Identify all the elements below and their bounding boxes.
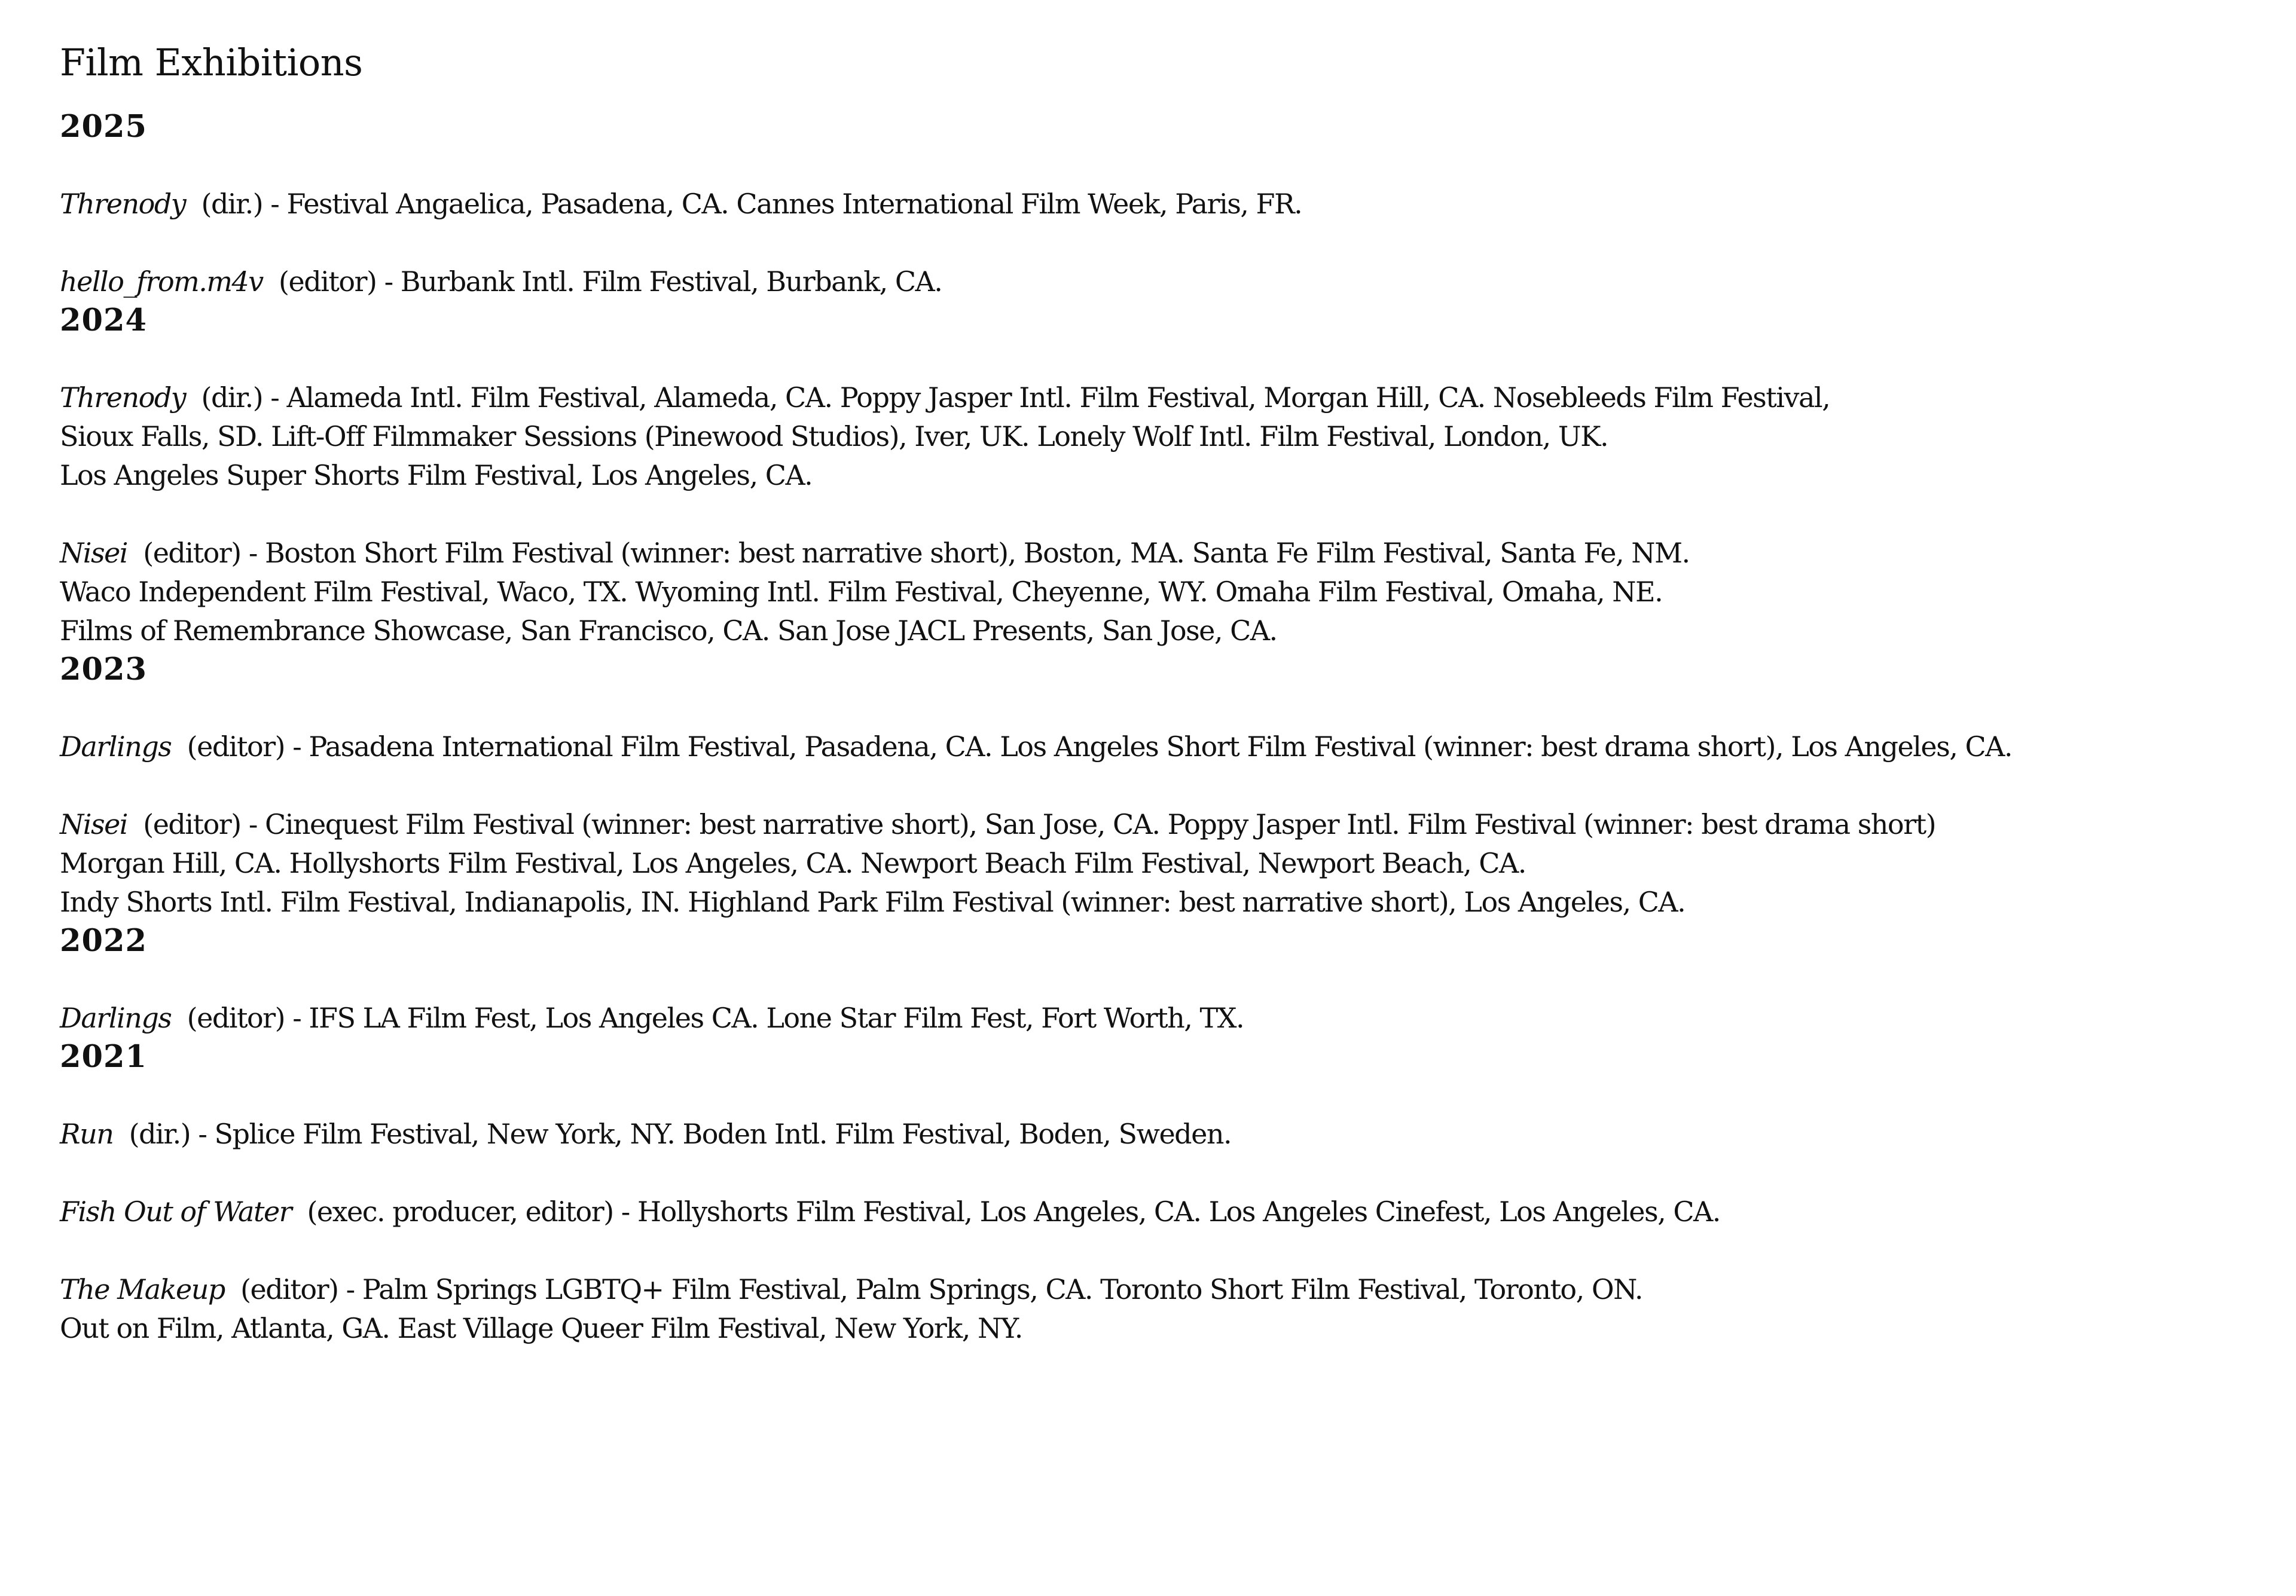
entry-line xyxy=(60,262,2272,301)
film-exhibitions-page xyxy=(60,36,2272,1348)
entry-line xyxy=(60,1309,2272,1348)
film-title: Threnody xyxy=(60,381,186,414)
entry-line xyxy=(60,573,2272,612)
entry-line xyxy=(60,1193,2272,1231)
exhibition-entry xyxy=(60,1115,2272,1154)
exhibition-entry xyxy=(60,727,2272,766)
festival-list-text: Boston Short Film Festival (winner: best narrative short), Boston, MA. Santa Fe Film Festival, Santa Fe, NM. xyxy=(265,537,1690,569)
film-title: Nisei xyxy=(60,537,128,569)
entry-line xyxy=(60,999,2272,1038)
entry-line xyxy=(60,844,2272,883)
film-title: Darlings xyxy=(60,1002,172,1034)
entry-line xyxy=(60,456,2272,495)
festival-list-text: Sioux Falls, SD. Lift-Off Filmmaker Sessions (Pinewood Studios), Iver, UK. Lonely Wolf Intl. Film Festival, London, UK. xyxy=(60,420,1608,452)
exhibition-entry xyxy=(60,999,2272,1038)
exhibition-entry xyxy=(60,185,2272,224)
festival-list-text: Burbank Intl. Film Festival, Burbank, CA. xyxy=(400,265,942,298)
film-title: Fish Out of Water xyxy=(60,1196,292,1228)
film-role: (editor) - xyxy=(143,537,257,569)
exhibition-entry xyxy=(60,1193,2272,1231)
entry-line xyxy=(60,727,2272,766)
entry-line xyxy=(60,612,2272,650)
exhibition-entry xyxy=(60,1270,2272,1348)
festival-list-text: Los Angeles Super Shorts Film Festival, Los Angeles, CA. xyxy=(60,459,813,491)
film-role: (editor) - xyxy=(187,730,301,763)
page-title: Film Exhibitions xyxy=(60,41,363,84)
year-section xyxy=(60,922,2272,1038)
film-role: (dir.) - xyxy=(201,381,279,414)
festival-list-text: Alameda Intl. Film Festival, Alameda, CA. Poppy Jasper Intl. Film Festival, Morgan Hill, CA. Nosebleeds Film Festival, xyxy=(286,381,1830,414)
entry-line xyxy=(60,378,2272,417)
entry-line xyxy=(60,805,2272,844)
festival-list-text: Indy Shorts Intl. Film Festival, Indianapolis, IN. Highland Park Film Festival (winner: best narrative short), Los Angeles, CA. xyxy=(60,886,1686,918)
year-sections xyxy=(60,108,2272,1348)
year-heading: 2023 xyxy=(60,652,147,687)
year-heading: 2024 xyxy=(60,302,147,338)
entry-line xyxy=(60,1270,2272,1309)
film-title: Darlings xyxy=(60,730,172,763)
film-role: (dir.) - xyxy=(201,188,279,220)
film-role: (editor) - xyxy=(240,1273,355,1305)
entry-line xyxy=(60,534,2272,573)
festival-list-text: Out on Film, Atlanta, GA. East Village Queer Film Festival, New York, NY. xyxy=(60,1312,1022,1344)
film-role: (dir.) - xyxy=(129,1118,207,1150)
exhibition-entry xyxy=(60,805,2272,922)
festival-list-text: Films of Remembrance Showcase, San Francisco, CA. San Jose JACL Presents, San Jose, CA. xyxy=(60,614,1277,647)
film-role: (editor) - xyxy=(143,808,257,840)
year-heading: 2021 xyxy=(60,1039,147,1075)
festival-list-text: Festival Angaelica, Pasadena, CA. Cannes International Film Week, Paris, FR. xyxy=(286,188,1302,220)
film-title: Nisei xyxy=(60,808,128,840)
entry-line xyxy=(60,417,2272,456)
year-heading: 2022 xyxy=(60,923,147,959)
film-title: Threnody xyxy=(60,188,186,220)
festival-list-text: Cinequest Film Festival (winner: best narrative short), San Jose, CA. Poppy Jasper Intl. Film Festival (winner: best drama short) xyxy=(265,808,1936,840)
festival-list-text: Hollyshorts Film Festival, Los Angeles, CA. Los Angeles Cinefest, Los Angeles, CA. xyxy=(637,1196,1720,1228)
exhibition-entry xyxy=(60,378,2272,495)
festival-list-text: Palm Springs LGBTQ+ Film Festival, Palm Springs, CA. Toronto Short Film Festival, Toronto, ON. xyxy=(362,1273,1643,1305)
exhibition-entry xyxy=(60,262,2272,301)
year-section xyxy=(60,1038,2272,1348)
year-heading: 2025 xyxy=(60,109,147,145)
entry-line xyxy=(60,1115,2272,1154)
festival-list-text: Splice Film Festival, New York, NY. Boden Intl. Film Festival, Boden, Sweden. xyxy=(214,1118,1232,1150)
entry-line xyxy=(60,185,2272,224)
festival-list-text: Pasadena International Film Festival, Pasadena, CA. Los Angeles Short Film Festival (winner: best drama short), Los Angeles, CA. xyxy=(309,730,2012,763)
film-title: Run xyxy=(60,1118,114,1150)
film-role: (editor) - xyxy=(279,265,393,298)
year-section xyxy=(60,650,2272,922)
year-section xyxy=(60,301,2272,650)
film-role: (editor) - xyxy=(187,1002,301,1034)
festival-list-text: IFS LA Film Fest, Los Angeles CA. Lone Star Film Fest, Fort Worth, TX. xyxy=(309,1002,1244,1034)
festival-list-text: Waco Independent Film Festival, Waco, TX. Wyoming Intl. Film Festival, Cheyenne, WY. Omaha Film Festival, Omaha, NE. xyxy=(60,576,1663,608)
film-title: The Makeup xyxy=(60,1273,225,1305)
film-role: (exec. producer, editor) - xyxy=(307,1196,630,1228)
entry-line xyxy=(60,883,2272,922)
festival-list-text: Morgan Hill, CA. Hollyshorts Film Festival, Los Angeles, CA. Newport Beach Film Festival, Newport Beach, CA. xyxy=(60,847,1526,879)
film-title: hello_from.m4v xyxy=(60,265,263,298)
year-section xyxy=(60,108,2272,301)
exhibition-entry xyxy=(60,534,2272,650)
